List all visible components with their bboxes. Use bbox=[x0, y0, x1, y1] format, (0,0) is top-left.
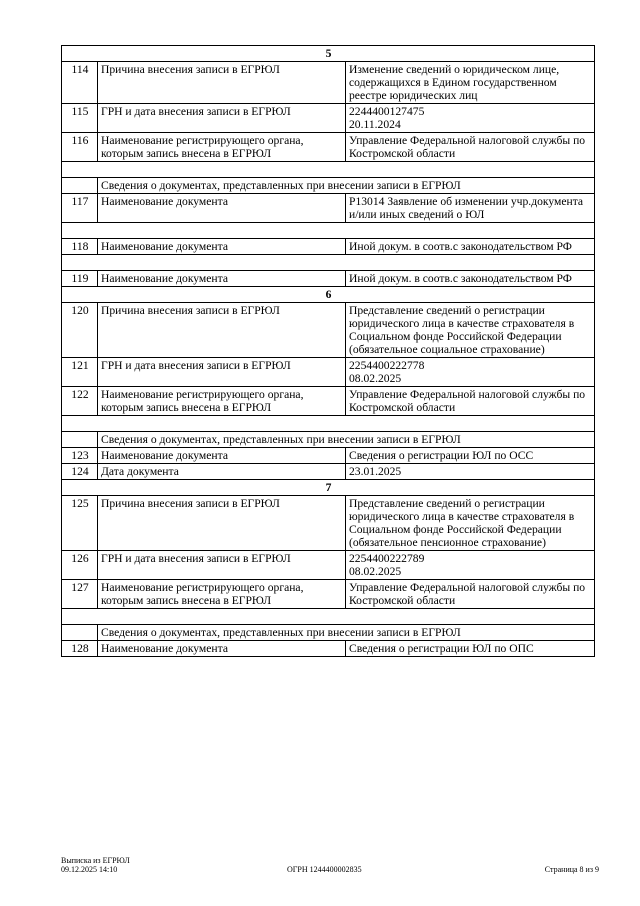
section-header-row bbox=[62, 46, 595, 62]
blank-cell bbox=[62, 223, 595, 239]
empty-number-cell bbox=[62, 625, 98, 641]
table-row bbox=[62, 133, 595, 162]
field-value: Сведения о регистрации ЮЛ по ОПС bbox=[346, 641, 595, 657]
table-row bbox=[62, 239, 595, 255]
blank-row bbox=[62, 255, 595, 271]
documents-subheader-row bbox=[62, 625, 595, 641]
field-value: Представление сведений о регистрации юридического лица в качестве страхователя в Социальном фонде Российской Федерации (обязательное пенсионное страхование) bbox=[346, 496, 595, 551]
page-footer bbox=[61, 856, 599, 878]
field-value: Представление сведений о регистрации юридического лица в качестве страхователя в Социальном фонде Российской Федерации (обязательное социальное страхование) bbox=[346, 303, 595, 358]
table-body bbox=[62, 46, 595, 657]
field-name: Наименование документа bbox=[98, 448, 346, 464]
field-name: Наименование документа bbox=[98, 239, 346, 255]
table-row bbox=[62, 194, 595, 223]
documents-subheader-row bbox=[62, 178, 595, 194]
blank-cell bbox=[62, 416, 595, 432]
section-header-row bbox=[62, 480, 595, 496]
field-name: Наименование регистрирующего органа, которым запись внесена в ЕГРЮЛ bbox=[98, 133, 346, 162]
field-value: Р13014 Заявление об изменении учр.документа и/или иных сведений о ЮЛ bbox=[346, 194, 595, 223]
blank-row bbox=[62, 162, 595, 178]
field-value: Управление Федеральной налоговой службы по Костромской области bbox=[346, 387, 595, 416]
row-number: 118 bbox=[62, 239, 98, 255]
blank-cell bbox=[62, 162, 595, 178]
field-value: Иной докум. в соотв.с законодательством РФ bbox=[346, 239, 595, 255]
table-row bbox=[62, 387, 595, 416]
field-value: 2254400222778 08.02.2025 bbox=[346, 358, 595, 387]
documents-subheader: Сведения о документах, представленных при внесении записи в ЕГРЮЛ bbox=[98, 178, 595, 194]
field-value: Управление Федеральной налоговой службы по Костромской области bbox=[346, 133, 595, 162]
row-number: 122 bbox=[62, 387, 98, 416]
blank-cell bbox=[62, 609, 595, 625]
section-number: 5 bbox=[62, 46, 595, 62]
field-name: Причина внесения записи в ЕГРЮЛ bbox=[98, 496, 346, 551]
table-row bbox=[62, 303, 595, 358]
field-value: Изменение сведений о юридическом лице, содержащихся в Едином государственном реестре юридических лиц bbox=[346, 62, 595, 104]
row-number: 117 bbox=[62, 194, 98, 223]
row-number: 120 bbox=[62, 303, 98, 358]
empty-number-cell bbox=[62, 178, 98, 194]
egrul-records-table bbox=[61, 45, 595, 657]
table-row bbox=[62, 104, 595, 133]
documents-subheader: Сведения о документах, представленных при внесении записи в ЕГРЮЛ bbox=[98, 432, 595, 448]
field-name: Причина внесения записи в ЕГРЮЛ bbox=[98, 62, 346, 104]
table-row bbox=[62, 551, 595, 580]
row-number: 126 bbox=[62, 551, 98, 580]
field-value: 2254400222789 08.02.2025 bbox=[346, 551, 595, 580]
field-value: Сведения о регистрации ЮЛ по ОСС bbox=[346, 448, 595, 464]
footer-ogrn: ОГРН 1244400002835 bbox=[287, 865, 362, 874]
empty-number-cell bbox=[62, 432, 98, 448]
table-row bbox=[62, 580, 595, 609]
table-row bbox=[62, 496, 595, 551]
row-number: 124 bbox=[62, 464, 98, 480]
blank-cell bbox=[62, 255, 595, 271]
field-value: 2244400127475 20.11.2024 bbox=[346, 104, 595, 133]
row-number: 116 bbox=[62, 133, 98, 162]
field-name: ГРН и дата внесения записи в ЕГРЮЛ bbox=[98, 104, 346, 133]
section-number: 6 bbox=[62, 287, 595, 303]
field-name: Наименование регистрирующего органа, которым запись внесена в ЕГРЮЛ bbox=[98, 580, 346, 609]
row-number: 128 bbox=[62, 641, 98, 657]
field-value: Управление Федеральной налоговой службы по Костромской области bbox=[346, 580, 595, 609]
row-number: 127 bbox=[62, 580, 98, 609]
table-row bbox=[62, 358, 595, 387]
field-name: ГРН и дата внесения записи в ЕГРЮЛ bbox=[98, 551, 346, 580]
row-number: 119 bbox=[62, 271, 98, 287]
row-number: 125 bbox=[62, 496, 98, 551]
table-row bbox=[62, 464, 595, 480]
table-row bbox=[62, 641, 595, 657]
field-value: 23.01.2025 bbox=[346, 464, 595, 480]
field-name: Причина внесения записи в ЕГРЮЛ bbox=[98, 303, 346, 358]
field-name: Наименование регистрирующего органа, которым запись внесена в ЕГРЮЛ bbox=[98, 387, 346, 416]
field-name: ГРН и дата внесения записи в ЕГРЮЛ bbox=[98, 358, 346, 387]
section-number: 7 bbox=[62, 480, 595, 496]
field-name: Дата документа bbox=[98, 464, 346, 480]
blank-row bbox=[62, 609, 595, 625]
section-header-row bbox=[62, 287, 595, 303]
table-row bbox=[62, 271, 595, 287]
footer-page-number: Страница 8 из 9 bbox=[544, 865, 599, 874]
documents-subheader: Сведения о документах, представленных при внесении записи в ЕГРЮЛ bbox=[98, 625, 595, 641]
row-number: 123 bbox=[62, 448, 98, 464]
documents-subheader-row bbox=[62, 432, 595, 448]
blank-row bbox=[62, 416, 595, 432]
field-name: Наименование документа bbox=[98, 194, 346, 223]
footer-document-info: Выписка из ЕГРЮЛ 09.12.2025 14:10 bbox=[61, 856, 130, 874]
table-row bbox=[62, 448, 595, 464]
row-number: 115 bbox=[62, 104, 98, 133]
row-number: 114 bbox=[62, 62, 98, 104]
field-name: Наименование документа bbox=[98, 271, 346, 287]
field-value: Иной докум. в соотв.с законодательством РФ bbox=[346, 271, 595, 287]
table-row bbox=[62, 62, 595, 104]
field-name: Наименование документа bbox=[98, 641, 346, 657]
blank-row bbox=[62, 223, 595, 239]
row-number: 121 bbox=[62, 358, 98, 387]
